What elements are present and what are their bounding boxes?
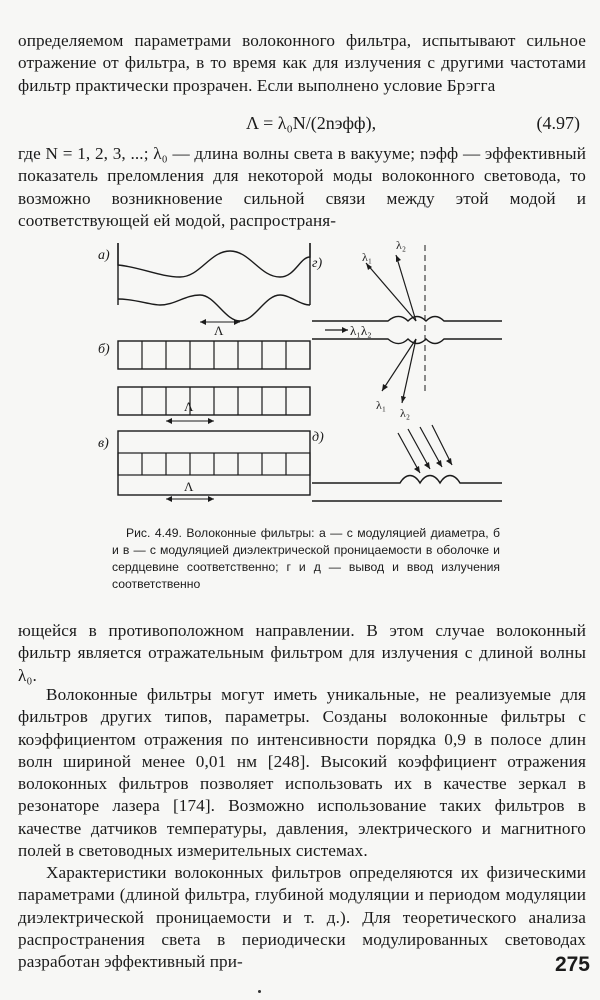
panel-g-lambda2-bottom: λ₂ [400,406,411,420]
panel-g-lambda1-bottom: λ₁ [376,398,387,412]
page-number: 275 [554,953,590,976]
label-b: б) [98,342,110,357]
panel-a-top-boundary [118,243,310,277]
equation-number: (4.97) [536,113,580,133]
caption-text: Рис. 4.49. Волоконные фильтры: а — с модуляцией диаметра, б и в — с модуляцией диэлектрической проницаемости в оболочке и сердцевине соответственно; г и д — вывод и ввод излучения соответственно [112,526,500,591]
panel-d-fiber-top [312,476,502,484]
panel-g-fiber-top [312,317,502,322]
panel-g-rays [366,255,416,403]
figure-caption [112,525,500,593]
label-v: в) [98,436,109,451]
panel-a-period-label: Λ [214,323,224,338]
panel-b-modulation-lines [142,341,286,415]
panel-v-modulation-lines [142,453,286,475]
figure-4-49 [90,235,510,535]
label-d: д) [312,430,324,445]
panel-d-incoming-rays [398,425,452,473]
panel-g-lambda1-top: λ₁ [362,250,373,264]
panel-g-ray-arrowheads [366,255,406,403]
paragraph-4-text: Характеристики волоконных фильтров определяются их физическими параметрами (длиной фильтра, глубиной модуляции и периодом модуляции диэлектрической проницаемости и т. д.). Для теоретического анализа распространения света в периодически модулированных световодах разработан эффективный при- [18,863,586,972]
panel-d-ray-arrowheads [414,458,452,473]
top-paragraph: определяемом параметрами волоконного фильтра, испытывают сильное отражение от фильтра, в то время как для излучения с другими частотами фильтр практически прозрачен. Если выполнено условие Брэгга [18,31,586,95]
panel-a-bottom-boundary [118,295,310,321]
print-dot [258,990,261,993]
bragg-equation [18,113,586,137]
panel-b-period-label: Λ [184,399,194,414]
label-g: г) [312,256,323,271]
paragraph-3-text: Волоконные фильтры могут иметь уникальные, не реализуемые для фильтров других типов, параметры. Созданы волоконные фильтры с коэффициентом отражения по интенсивности порядка 0,9 в полосе длин волн шириной менее 0,01 нм [248]. Высокий коэффициент отражения волоконных фильтров позволяет использовать их в качестве зеркал в резонаторе лазера [174]. Возможно использование таких фильтров в качестве датчиков температуры, давления, электрического и магнитного полей в световодных измерительных системах. [18,685,586,861]
paragraph-3 [18,684,586,862]
equation-formula: Λ = λ₀N/(2nэфф), [246,113,377,133]
paragraph-2: ющейся в противоположном направлении. В этом случае волоконный фильтр является отражательным фильтром для излучения с длиной волны λ₀. [18,621,586,685]
panel-g-fiber-bottom [312,339,502,344]
panel-g-lambda2-top: λ₂ [396,238,407,252]
paragraph-after-equation: где N = 1, 2, 3, ...; λ₀ — длина волны света в вакууме; nэфф — эффективный показатель преломления для некоторой моды волоконного световода, то возможно возникновение сильной связи между этой модой и соответствующей ей модой, распространя- [18,144,586,230]
paragraph-4 [18,862,586,973]
label-a: а) [98,248,110,263]
panel-g-core-label: λ₁λ₂ [350,323,372,338]
panel-v-period-label: Λ [184,479,194,494]
